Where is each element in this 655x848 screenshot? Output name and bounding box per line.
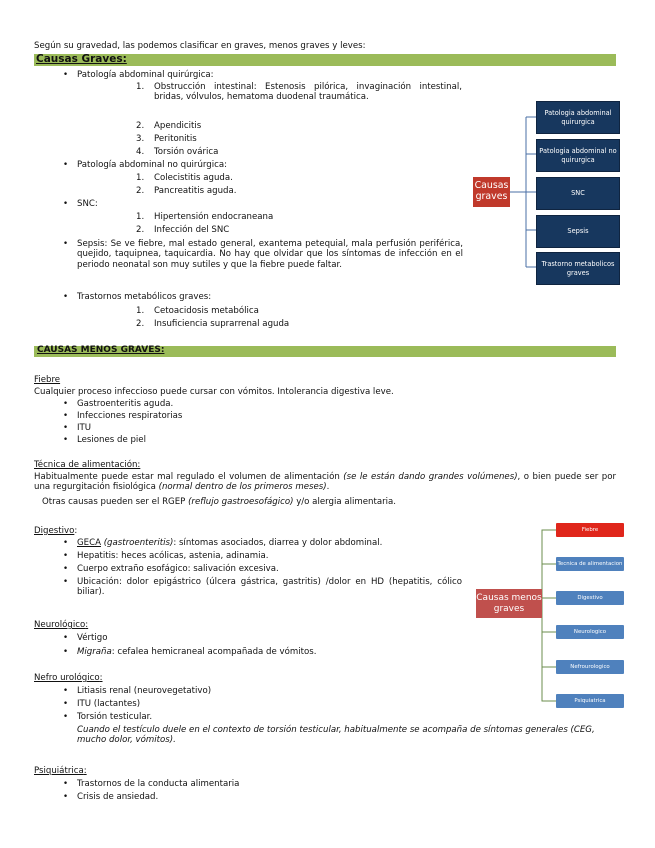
list-item-pancreatitis: Pancreatitis aguda.	[154, 186, 237, 196]
text-run-italic: (reflujo gastroesofágico)	[188, 497, 294, 507]
diagram-box-sepsis: Sepsis	[536, 215, 620, 248]
list-item-label: SNC:	[77, 199, 98, 209]
list-item-hipertension: Hipertensión endocraneana	[154, 212, 274, 222]
diagram-pill-fiebre: Fiebre	[556, 523, 624, 537]
enum-1: 1.	[136, 173, 145, 183]
list-item-label: Gastroenteritis aguda.	[77, 399, 174, 409]
list-item-label: Patología abdominal quirúrgica:	[77, 70, 214, 80]
text-run: y/o alergia alimentaria.	[296, 497, 397, 507]
diagram-pill-psiquiatrica: Psiquiatrica	[556, 694, 624, 708]
subheading-nefro: Nefro urológico:	[34, 673, 103, 683]
enum-2: 2.	[136, 186, 145, 196]
list-item-apendicitis: Apendicitis	[154, 121, 202, 131]
text-run: .	[326, 482, 330, 493]
sepsis-text: Sepsis: Se ve fiebre, mal estado general, exantema petequial, mala perfusión periférica, quejido, taquipnea, taquicardia. No hay que olvidar que los síntomas de infección en el periodo neonatal son muy sutiles y que la fiebre puede faltar.	[77, 239, 463, 270]
list-item-cetoacidosis: Cetoacidosis metabólica	[154, 306, 259, 316]
subheading-digestivo: Digestivo:	[34, 526, 78, 536]
text-run: Otras causas pueden ser el RGEP	[42, 497, 186, 507]
subheading-neurologico-label: Neurológico	[34, 620, 86, 630]
diagram-menos-center: Causas menos graves	[476, 589, 542, 618]
list-item-label: Lesiones de piel	[77, 435, 146, 445]
diagram-graves-center: Causas graves	[473, 177, 510, 207]
diagram-box-snc: SNC	[536, 177, 620, 210]
fiebre-text: Cualquier proceso infeccioso puede cursar con vómitos. Intolerancia digestiva leve.	[34, 387, 394, 397]
diagram-pill-digestivo: Digestivo	[556, 591, 624, 605]
list-item-label: ITU (lactantes)	[77, 699, 141, 709]
diagram-box-metabolicos: Trastorno metabolicos graves	[536, 252, 620, 285]
list-item-label: Ubicación: dolor epigástrico (úlcera gástrica, gastritis) /dolor en HD (hepatitis, cólico biliar).	[77, 577, 462, 598]
list-item-label: ITU	[77, 423, 92, 433]
list-item-obstruccion: Obstrucción intestinal: Estenosis pilórica, invaginación intestinal, bridas, vólvulos, hematoma duodenal traumática.	[154, 82, 462, 103]
subheading-psiquiatrica: Psiquiátrica:	[34, 766, 87, 776]
text-run-underline: GECA	[77, 538, 101, 548]
subheading-fiebre: Fiebre	[34, 375, 61, 385]
subheading-psiquiatrica-label: Psiquiátrica	[34, 766, 84, 776]
intro-text: Según su gravedad, las podemos clasificar en graves, menos graves y leves:	[34, 41, 366, 51]
text-run-italic: Migraña	[77, 647, 112, 657]
list-item-label: Infecciones respiratorias	[77, 411, 183, 421]
subheading-neurologico: Neurológico:	[34, 620, 89, 630]
text-run: Habitualmente puede estar mal regulado el volumen de alimentación	[34, 472, 340, 482]
diagram-pill-tecnica: Tecnica de alimentacion	[556, 557, 624, 571]
list-item-label: Patología abdominal no quirúrgica:	[77, 160, 228, 170]
list-item-label: Litiasis renal (neurovegetativo)	[77, 686, 212, 696]
list-item-label: Crisis de ansiedad.	[77, 792, 159, 802]
list-item-torsion-ovarica: Torsión ovárica	[154, 147, 219, 157]
enum-1: 1.	[136, 212, 145, 222]
list-item-label: Vértigo	[77, 633, 108, 643]
enum-1: 1.	[136, 82, 145, 92]
section-heading-graves: Causas Graves:	[36, 53, 127, 65]
text-run-italic: (gastroenteritis)	[103, 538, 174, 548]
subheading-nefro-label: Nefro urológico	[34, 673, 100, 683]
text-run: , o bien puede ser por una regurgitación fisiológica	[34, 472, 617, 493]
enum-2: 2.	[136, 121, 145, 131]
enum-4: 4.	[136, 147, 145, 157]
list-item-label: Cuerpo extraño esofágico: salivación excesiva.	[77, 564, 279, 574]
text-run-italic: (normal dentro de los primeros meses)	[158, 482, 327, 493]
nefro-note: Cuando el testículo duele en el contexto de torsión testicular, habitualmente se acompaña de síntomas generales (CEG, mucho dolor, vómitos).	[77, 725, 595, 746]
enum-3: 3.	[136, 134, 145, 144]
enum-2: 2.	[136, 225, 145, 235]
text-run: : cefalea hemicraneal acompañada de vómitos.	[111, 647, 317, 657]
list-item-insuficiencia: Insuficiencia suprarrenal aguda	[154, 319, 290, 329]
diagram-pill-nefrourologico: Nefrourologico	[556, 660, 624, 674]
list-item-colecistitis: Colecistitis aguda.	[154, 173, 233, 183]
subheading-tecnica: Técnica de alimentación:	[34, 460, 141, 470]
list-item-label: Torsión testicular.	[77, 712, 153, 722]
subheading-digestivo-label: Digestivo	[34, 526, 75, 536]
list-item-label: Trastornos metabólicos graves:	[77, 292, 212, 302]
list-item-label: Trastornos de la conducta alimentaria	[77, 779, 240, 789]
enum-2: 2.	[136, 319, 145, 329]
list-item-peritonitis: Peritonitis	[154, 134, 197, 144]
list-item-infeccion-snc: Infección del SNC	[154, 225, 230, 235]
text-run-italic: (se le están dando grandes volúmenes)	[343, 472, 518, 482]
diagram-box-no-quirurgica: Patologia abdominal no quirurgica	[536, 139, 620, 172]
diagram-box-quirurgica: Patologia abdominal quirurgica	[536, 101, 620, 134]
diagram-pill-neurologico: Neurologico	[556, 625, 624, 639]
enum-1: 1.	[136, 306, 145, 316]
list-item-label: Hepatitis: heces acólicas, astenia, adinamia.	[77, 551, 269, 561]
text-run: : síntomas asociados, diarrea y dolor abdominal.	[173, 538, 383, 548]
section-heading-menos-graves: CAUSAS MENOS GRAVES:	[37, 345, 165, 355]
